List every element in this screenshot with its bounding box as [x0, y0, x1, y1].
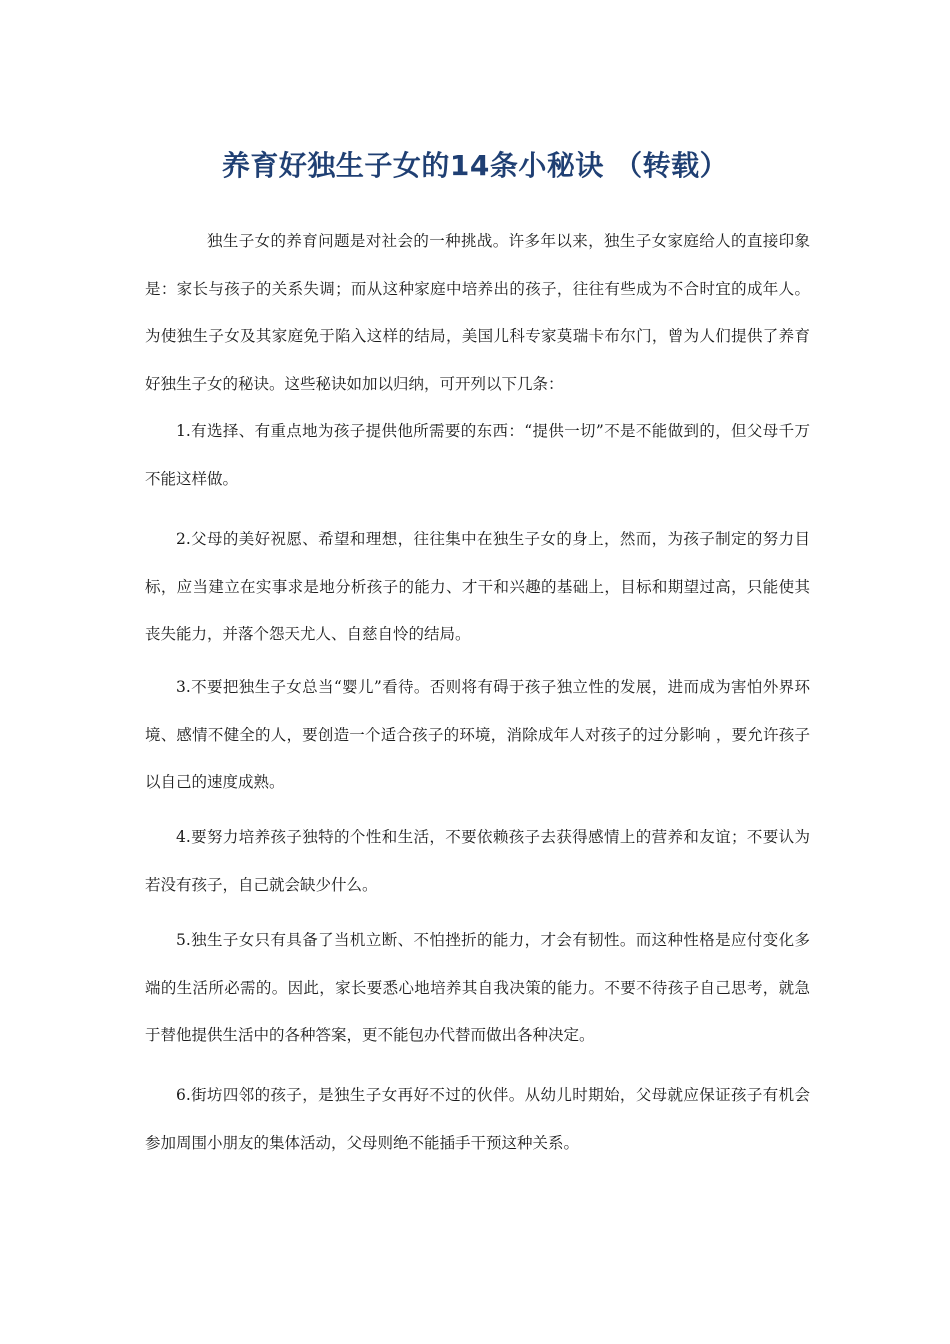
intro-paragraph: 独生子女的养育问题是对社会的一种挑战。许多年以来，独生子女家庭给人的直接印象是：家长与孩子的关系失调；而从这种家庭中培养出的孩子，往往有些成为不合时宜的成年人。为使独生子女及其家庭免于陷入这样的结局，美国儿科专家莫瑞卡布尔门，曾为人们提供了养育好独生子女的秘诀。这些秘诀如加以归纳，可开列以下几条：: [145, 232, 810, 393]
document-title: 养育好独生子女的14条小秘诀 （转载）: [221, 149, 729, 182]
tip-paragraph-4: 4.要努力培养孩子独特的个性和生活，不要依赖孩子去获得感情上的营养和友谊；不要认为若没有孩子，自己就会缺少什么。: [145, 828, 810, 894]
tip-paragraph-1: 1.有选择、有重点地为孩子提供他所需要的东西：“提供一切”不是不能做到的，但父母千万不能这样做。: [145, 422, 810, 488]
tip-paragraph-3: 3.不要把独生子女总当“婴儿”看待。否则将有碍于孩子独立性的发展，进而成为害怕外界环境、感情不健全的人，要创造一个适合孩子的环境，消除成年人对孩子的过分影响 ，要允许孩子以自己的速度成熟。: [145, 678, 810, 791]
tip-paragraph-6: 6.街坊四邻的孩子，是独生子女再好不过的伙伴。从幼儿时期始，父母就应保证孩子有机会参加周围小朋友的集体活动，父母则绝不能插手干预这种关系。: [145, 1086, 810, 1152]
tip-paragraph-2: 2.父母的美好祝愿、希望和理想，往往集中在独生子女的身上，然而，为孩子制定的努力目标，应当建立在实事求是地分析孩子的能力、才干和兴趣的基础上，目标和期望过高，只能使其丧失能力，并落个怨天尤人、自慈自怜的结局。: [145, 530, 810, 643]
tip-paragraph-5: 5.独生子女只有具备了当机立断、不怕挫折的能力，才会有韧性。而这种性格是应付变化多端的生活所必需的。因此，家长要悉心地培养其自我决策的能力。不要不待孩子自己思考，就急于替他提供生活中的各种答案，更不能包办代替而做出各种决定。: [145, 931, 810, 1044]
